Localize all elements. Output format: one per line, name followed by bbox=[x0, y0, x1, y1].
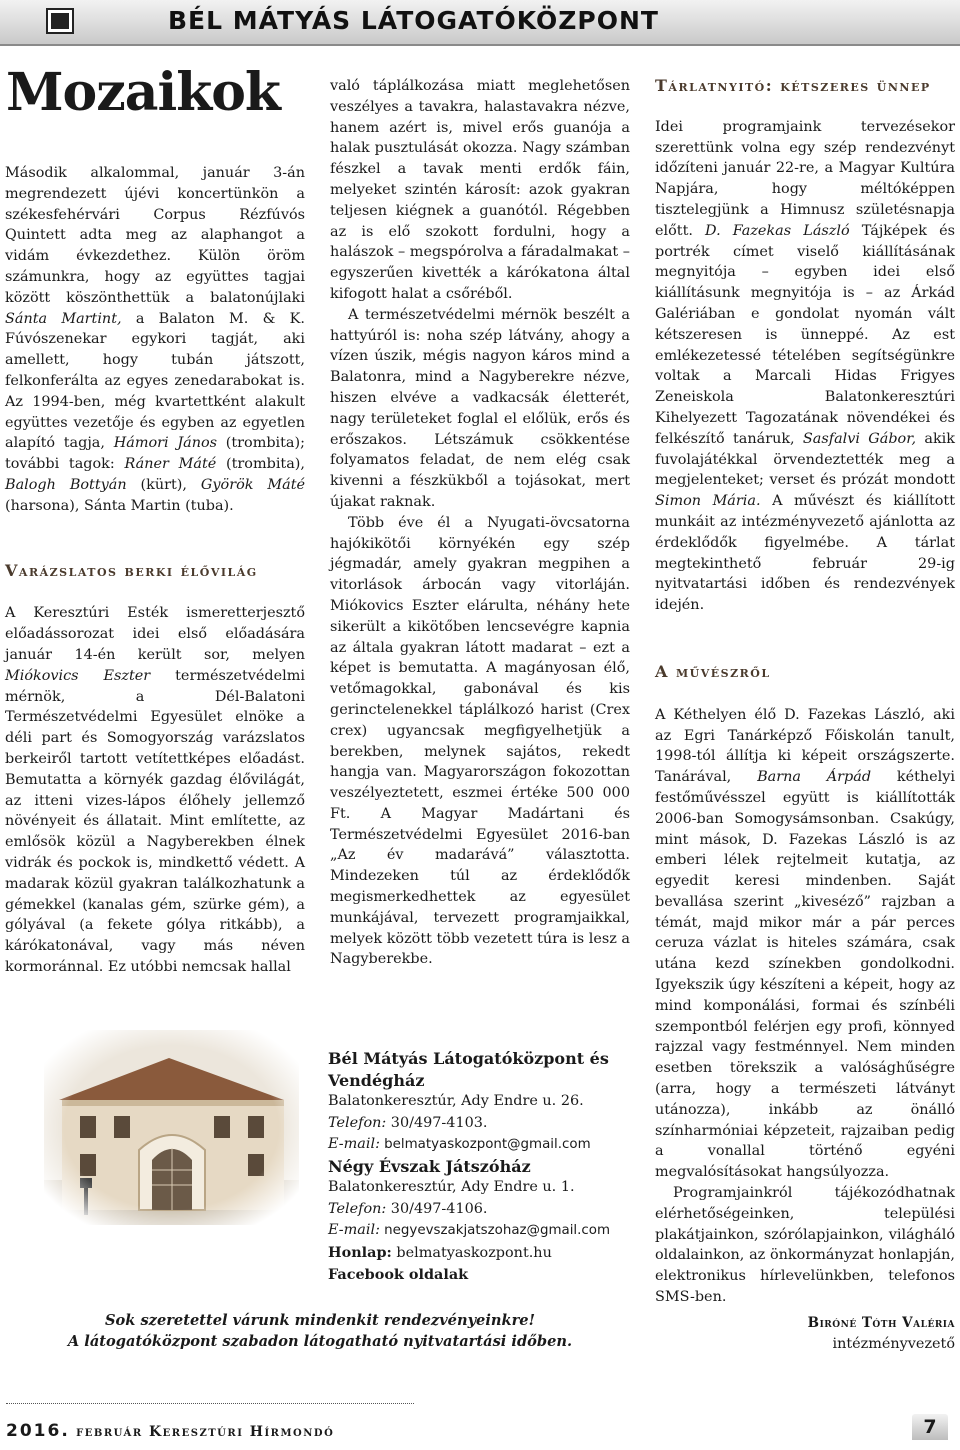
column-3 bbox=[655, 76, 955, 1354]
article-title: Mozaikok bbox=[6, 62, 280, 123]
column-2 bbox=[330, 76, 630, 970]
website-link[interactable]: belmatyaskozpont.hu bbox=[391, 1244, 552, 1261]
paragraph-programs: Programjainkról tájékozódhatnak elérhetőségeinken, települési plakátjainkon, szórólapjainkon, világháló oldalainkon, az önkormányzat honlapján, elektronikus hírlevelünkben, telefonos SMS-ben. bbox=[655, 1185, 955, 1306]
phone-number-1: 30/497-4103. bbox=[386, 1114, 488, 1131]
footer-publication: február Keresztúri Hírmondó bbox=[76, 1424, 335, 1440]
venue-address-2: Balatonkeresztúr, Ady Endre u. 1. bbox=[328, 1179, 575, 1195]
header-bar bbox=[0, 0, 960, 46]
text-run: Tájképek és portrék címet viselő kiállításának megnyitója – egyben idei első kiállításunk megnyitója is – az Árkád Galériában e gondolat nyomán vált kétszeresen is ünneppé. Az est emlékezetessé tételében segítségünkre voltak a Marcali Hidas Frigyes Zeneiskola Balatonkeresztúri Kihelyezett Tagozatának növendékei és felkészítő tanáruk, bbox=[655, 222, 955, 447]
website-line bbox=[328, 1242, 628, 1265]
email-line-1 bbox=[328, 1134, 628, 1156]
closing-line-1: Sok szeretettel várunk mindenkit rendezvényeinkre! bbox=[104, 1312, 535, 1329]
email-label: E-mail: bbox=[328, 1222, 380, 1238]
venue-address-1: Balatonkeresztúr, Ady Endre u. 26. bbox=[328, 1093, 584, 1109]
phone-number-2: 30/497-4106. bbox=[386, 1200, 488, 1217]
email-line-2 bbox=[328, 1220, 628, 1242]
footer-divider bbox=[6, 1403, 414, 1404]
text-run: Ráner Máté bbox=[124, 456, 217, 473]
text-run: Sánta Martint, bbox=[5, 310, 122, 327]
email-link-1[interactable]: belmatyaskozpont@gmail.com bbox=[379, 1137, 591, 1152]
paragraph-artist bbox=[655, 705, 955, 1183]
header-square-icon bbox=[48, 10, 72, 32]
text-run: természetvédelmi mérnök, a Dél-Balatoni Természetvédelmi Egyesület elnöke a déli part és Somogyország varázslatos berkeiről tartott vetítettképes előadást. Bemutatta a környék gazdag élővilágát, az itteni vizes-lápos élőhely jellemző növényeit és állatait. Mint említette, az emlősök közül a Nagyberekben élnek vidrák és pockok is, mindkettő védett. A madarak közül gyakran találkozhatunk a gémekkel (kanalas gém, szürke gém), a gólyával (a fekete gólya ritkább), a kárókatonával, vagy más néven kormoránnal. Ez utóbbi nemcsak hallal bbox=[5, 667, 305, 975]
text-run: (kürt), bbox=[126, 476, 201, 493]
paragraph-exhibition bbox=[655, 117, 955, 616]
header-title: BÉL MÁTYÁS LÁTOGATÓKÖZPONT bbox=[168, 6, 659, 35]
text-run: Miókovics Eszter bbox=[5, 667, 151, 684]
phone-line-2 bbox=[328, 1199, 628, 1221]
paragraph-swan: A természetvédelmi mérnök beszélt a hattyúról is: noha szép látvány, ahogy a vízen úszik, mégis nagyon káros mind a Balatonra, mind a Nagyberekre nézve, hiszen elvéve a vadkacsák életterét, nagy területeket foglal el előlük, erős és erőszakos. Létszámuk csökkentése folyamatos feladat, de nem elég csak kivenni a fészkükből a tojásokat, mert újakat raknak. bbox=[330, 306, 630, 510]
section-heading-varazslatos: Varázslatos berki élővilág bbox=[5, 560, 258, 580]
text-run: Balogh Bottyán bbox=[5, 476, 127, 493]
closing-message bbox=[30, 1310, 610, 1352]
website-label: Honlap: bbox=[328, 1243, 392, 1261]
text-run: Simon Mária. bbox=[655, 493, 761, 510]
building-illustration bbox=[44, 1030, 299, 1225]
text-run: Második alkalommal, január 3-án megrendezett újévi koncertünkön a székesfehérvári Corpus Rézfúvós Quintett adta meg az alaphangot a vidám évkezdethez. Külön öröm számunkra, hogy az együttes tagjai között köszönthettük a balatonújlaki bbox=[5, 165, 305, 306]
text-run: akik fuvolajátékkal örvendeztették meg a megjelenteket; verset és prózát mondott bbox=[655, 430, 955, 489]
author-title: intézményvezető bbox=[832, 1335, 955, 1352]
email-label: E-mail: bbox=[328, 1136, 380, 1152]
text-run: A Kéthelyen élő D. Fazekas László, aki az Egri Tanárképző Főiskolán tanult, 1998-tól állítja ki képeit országszerte. Tanárával, bbox=[655, 706, 955, 786]
text-run: D. Fazekas László bbox=[705, 222, 850, 239]
building-photo bbox=[44, 1030, 299, 1225]
text-run: Barna Árpád bbox=[757, 769, 872, 786]
text-run: A művészt és kiállított munkáit az intézményvezető ajánlotta az érdeklődők figyelmébe. A tárlat megtekinthető február 29-ig nyitvatartási időben és rendezvények idején. bbox=[655, 493, 955, 614]
text-run: Györök Máté bbox=[200, 476, 305, 493]
text-run: (trombita), bbox=[216, 456, 305, 473]
closing-line-2: A látogatóközpont szabadon látogatható nyitvatartási időben. bbox=[67, 1333, 573, 1350]
paragraph-concert bbox=[5, 163, 305, 517]
footer-issue bbox=[6, 1421, 334, 1441]
phone-line-1 bbox=[328, 1113, 628, 1135]
text-run: A Keresztúri Esték ismeretterjesztő előadássorozat idei első előadására január 14-én került sor, melyen bbox=[5, 605, 305, 663]
footer-year: 2016. bbox=[6, 1421, 70, 1441]
text-run: Sasfalvi Gábor, bbox=[802, 430, 917, 447]
text-run: kéthelyi festőművésszel együtt is kiállították 2006-ban Somogysámsonban. Csakúgy, mint mások, D. Fazekas László is az emberi lélek rejtelmeit kutatja, az egyedit keresi mindenben. Saját bevallása szerint „kiveséző” rajzban a témát, majd mikor már a pár perces ceruza vázlat is hiteles számára, csak utána kezd színekben gondolkodni. Igyekszik úgy készíteni a képeit, hogy az mind komponálási, formai és színbéli szempontból felérjen egy profi, könnyed rajzzal vagy festménnyel. Nem minden esetben törekszik a valósághűségre (arra, hogy a természeti látványt utánozza), inkább az önálló színharmóniai képzeteit, rajzaiban pedig a vonallal történő egyéni megvalósításokat hangsúlyozza. bbox=[655, 769, 956, 1181]
paragraph-kingfisher: Több éve él a Nyugati-övcsatorna hajókikötői környékén egy szép jégmadár, amely gyakran megpihen a vitorlások árbocán vagy vitorláján. Miókovics Eszter elárulta, néhány hete sikerült a kikötőben lencsevégre kapnia az általa gyakran látott madarat – ezt a képet is bemutatta. A magányosan élő, vetőmagokkal, gabonával és kis gerinctelenekkel táplálkozó harist (Crex crex) ugyancsak megfigyelhetjük a berekben, melynek sajátos, rekedt hangja van. Magyarországon fokozottan veszélyeztetett, eszmei értéke 500 000 Ft. A Magyar Madártani és Természetvédelmi Egyesület 2016-ban „Az év madarává” választotta. Mindezeken túl az érdeklődők megismerkedhettek az egyesület munkájával, tervezett programjaikkal, melyek között több vezetett túra is lesz a Nagyberekbe. bbox=[330, 514, 630, 968]
paragraph-lecture bbox=[5, 603, 305, 977]
page-number: 7 bbox=[912, 1414, 948, 1440]
phone-label: Telefon: bbox=[328, 1200, 387, 1217]
text-run: (trombita); további tagok: bbox=[5, 435, 305, 473]
text-run: (harsona), Sánta Martin (tuba). bbox=[5, 497, 234, 514]
phone-label: Telefon: bbox=[328, 1114, 387, 1131]
venue-name-1: Bél Mátyás Látogatóközpont és Vendégház bbox=[328, 1049, 609, 1090]
text-run: Hámori János bbox=[113, 435, 218, 452]
text-run: a Balaton M. & K. Fúvószenekar egykori tagját, aki amellett, hogy tubán játszott, felkonferálta az egyes zenedarabokat is. Az 1994-ben, még kvartettként alakult együttes vezetője és egyben az egyetlen alapító tagja, bbox=[5, 310, 305, 452]
contact-box bbox=[328, 1048, 628, 1287]
column-1 bbox=[5, 163, 305, 978]
section-heading-tarlatnyito: Tárlatnyitó: kétszeres ünnep bbox=[655, 76, 931, 95]
venue-name-2: Négy Évszak Játszóház bbox=[328, 1156, 531, 1176]
text-run: Idei programjaink tervezésekor szerettünk volna egy szép rendezvényt időzíteni január 22-re, a Magyar Kultúra Napjára, hogy méltóképpen tisztelegjünk a Himnusz születésnapja előtt. bbox=[655, 118, 955, 239]
facebook-link[interactable]: Facebook oldalak bbox=[328, 1266, 469, 1283]
email-link-2[interactable]: negyevszakjatszohaz@gmail.com bbox=[379, 1223, 610, 1238]
section-heading-muveszrol: A művészről bbox=[655, 661, 771, 681]
paragraph-cormorant: való táplálkozása miatt meglehetősen veszélyes a tavakra, halastavakra nézve, hanem azért is, mivel erős guanója a halak pusztulását okozza. Nagy számban fészkel a tavak menti erdők fáin, melyeket szintén károsít: azok gyakran teljesen kiégnek a guanótól. Régebben az is elő szokott fordulni, hogy a halászok – megspórolva a fáradalmakat – egyszerűen kivették a kárókatona által kifogott halat a csőréből. bbox=[330, 78, 630, 302]
author-name: Biróné Tóth Valéria bbox=[807, 1314, 955, 1331]
